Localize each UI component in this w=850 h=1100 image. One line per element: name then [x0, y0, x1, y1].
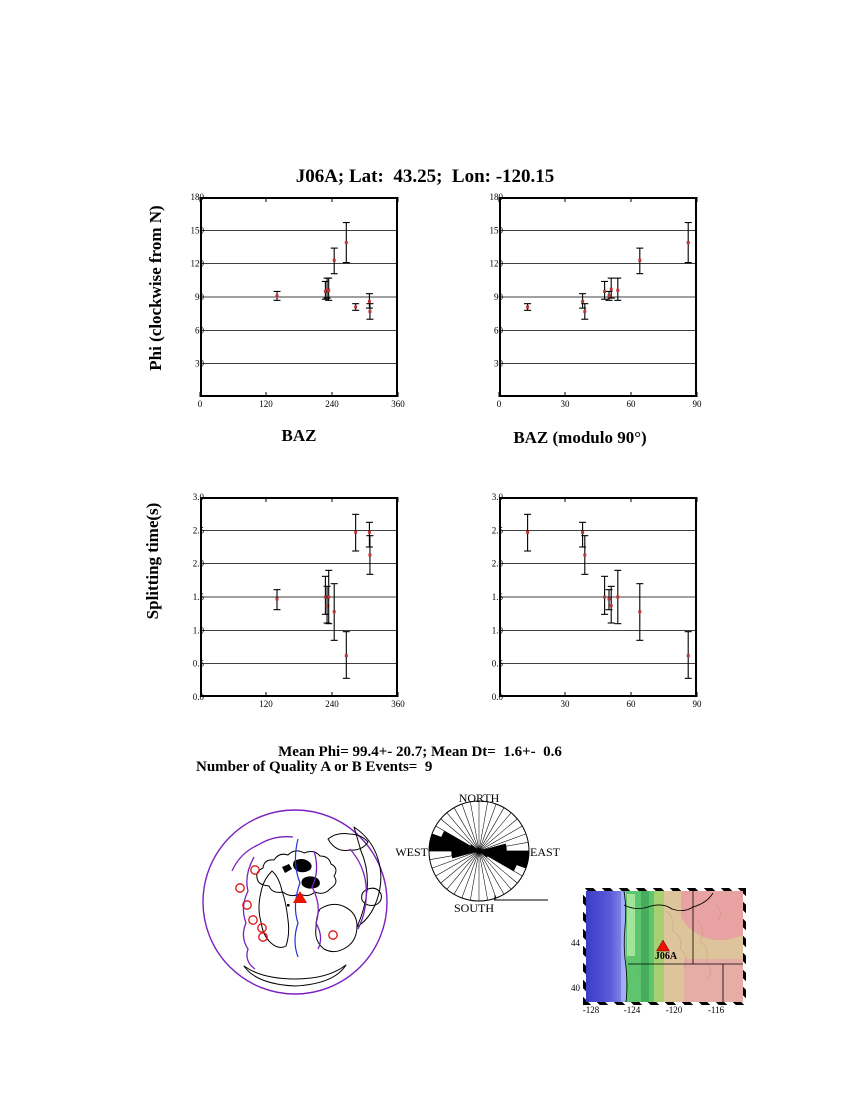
- globe-event-markers: [236, 866, 337, 941]
- svg-text:0.0: 0.0: [491, 692, 503, 702]
- svg-text:1.5: 1.5: [491, 592, 503, 602]
- map-ytick-44: 44: [571, 938, 580, 948]
- svg-text:60: 60: [626, 399, 636, 409]
- svg-text:360: 360: [391, 699, 405, 709]
- svg-text:120: 120: [489, 258, 503, 269]
- svg-text:2.5: 2.5: [491, 525, 503, 536]
- page-title: J06A; Lat: 43.25; Lon: -120.15: [295, 166, 555, 187]
- phi-axis-label: Phi (clockwise from N): [146, 205, 165, 371]
- phi-vs-baz-plot: [190, 192, 405, 409]
- svg-text:1.0: 1.0: [192, 625, 204, 636]
- map-valley: [627, 894, 635, 956]
- svg-text:180: 180: [190, 192, 204, 202]
- azimuthal-globe-map: [202, 809, 392, 999]
- svg-text:240: 240: [325, 699, 339, 709]
- svg-text:60: 60: [494, 325, 503, 336]
- svg-text:30: 30: [494, 358, 503, 369]
- svg-text:120: 120: [259, 399, 273, 409]
- splitting-time-axis-label: Splitting time(s): [143, 502, 162, 620]
- topo-map-frame: [583, 888, 746, 1005]
- map-station-label: J06A: [654, 951, 678, 962]
- svg-text:0: 0: [496, 399, 502, 409]
- svg-text:2.0: 2.0: [491, 558, 503, 569]
- svg-text:30: 30: [560, 699, 570, 709]
- svg-text:30: 30: [560, 399, 570, 409]
- map-xtick--124: -124: [623, 1005, 641, 1015]
- map-xtick--128: -128: [582, 1005, 600, 1015]
- map-xtick--116: -116: [707, 1005, 725, 1015]
- svg-text:90: 90: [195, 292, 204, 302]
- svg-text:0.0: 0.0: [192, 692, 204, 702]
- svg-text:0.5: 0.5: [491, 658, 503, 669]
- map-se-highlands: [684, 959, 743, 1002]
- svg-text:90: 90: [692, 399, 702, 409]
- svg-text:180: 180: [489, 192, 503, 202]
- svg-text:60: 60: [626, 699, 636, 709]
- rose-north-label: NORTH: [458, 791, 500, 805]
- rose-west-label: WEST: [395, 845, 428, 859]
- svg-text:60: 60: [195, 325, 204, 336]
- mean-values-text: Mean Phi= 99.4+- 20.7; Mean Dt= 1.6+- 0.6: [278, 744, 562, 760]
- map-ytick-40: 40: [571, 983, 580, 993]
- dt-vs-baz-plot: [192, 492, 405, 709]
- rose-south-label: SOUTH: [453, 901, 494, 915]
- svg-text:150: 150: [190, 225, 204, 236]
- map-xtick--120: -120: [665, 1005, 683, 1015]
- svg-text:240: 240: [325, 399, 339, 409]
- svg-text:30: 30: [195, 358, 204, 369]
- svg-text:0.5: 0.5: [192, 658, 204, 669]
- svg-text:120: 120: [190, 258, 204, 269]
- dt-vs-baz-mod90-plot: [491, 492, 702, 709]
- svg-text:120: 120: [259, 699, 273, 709]
- rose-east-label: EAST: [530, 845, 560, 859]
- svg-text:2.5: 2.5: [192, 525, 204, 536]
- map-ocean: [586, 891, 626, 1002]
- svg-text:3.0: 3.0: [192, 492, 204, 502]
- svg-text:90: 90: [494, 292, 503, 302]
- svg-text:360: 360: [391, 399, 405, 409]
- topo-map: [586, 891, 743, 1002]
- svg-text:3.0: 3.0: [491, 492, 503, 502]
- svg-text:2.0: 2.0: [192, 558, 204, 569]
- svg-text:150: 150: [489, 225, 503, 236]
- svg-text:1.5: 1.5: [192, 592, 204, 602]
- event-count-text: Number of Quality A or B Events= 9: [196, 759, 433, 775]
- baz-mod90-axis-title: BAZ (modulo 90°): [513, 428, 647, 447]
- baz-axis-title: BAZ: [281, 426, 317, 445]
- svg-text:90: 90: [692, 699, 702, 709]
- phi-vs-baz-mod90-plot: [489, 192, 702, 409]
- svg-text:0: 0: [197, 399, 203, 409]
- svg-text:1.0: 1.0: [491, 625, 503, 636]
